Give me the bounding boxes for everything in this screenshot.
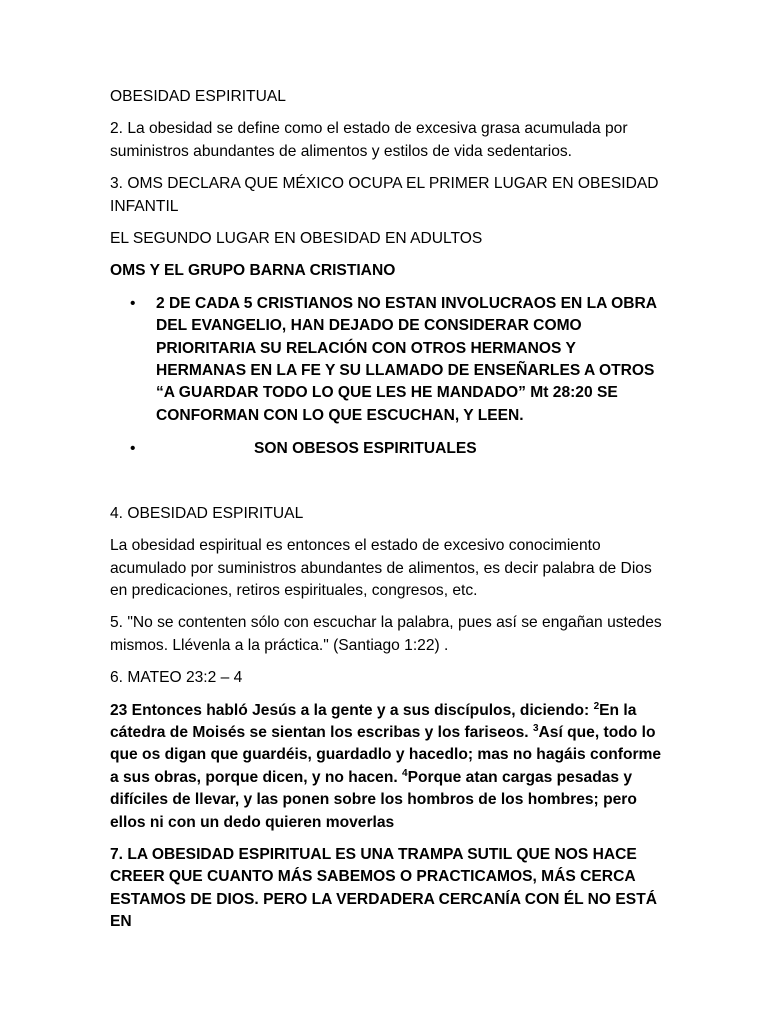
verse-3: Así que, todo lo que os digan que guardéis, guardadlo y hacedlo; mas no hagáis conforme a sus obras, porque dicen, y no hacen. xyxy=(110,723,662,786)
paragraph-3: 3. OMS DECLARA QUE MÉXICO OCUPA EL PRIMER LUGAR EN OBESIDAD INFANTIL xyxy=(110,175,659,215)
bullet-list xyxy=(110,293,670,461)
bullet-icon: • xyxy=(130,294,136,312)
bible-verse xyxy=(110,700,670,834)
section-4-heading: 4. OBESIDAD ESPIRITUAL xyxy=(110,504,304,522)
document-page xyxy=(110,86,670,934)
paragraph-3-adults: EL SEGUNDO LUGAR EN OBESIDAD EN ADULTOS xyxy=(110,230,483,248)
bullet-text: 2 DE CADA 5 CRISTIANOS NO ESTAN INVOLUCRAOS EN LA OBRA DEL EVANGELIO, HAN DEJADO DE CONSIDERAR COMO PRIORITARIA SU RELACIÓN CON OTROS HERMANOS Y HERMANAS EN LA FE Y SU LLAMADO DE ENSEÑARLES A OTROS “A GUARDAR TODO LO QUE LES HE MANDADO” Mt 28:20 SE CONFORMAN CON LO QUE ESCUCHAN, Y LEEN. xyxy=(156,294,657,424)
document-title: OBESIDAD ESPIRITUAL xyxy=(110,88,286,105)
paragraph-4: La obesidad espiritual es entonces el estado de excesivo conocimiento acumulado por suministros abundantes de alimentos, es decir palabra de Dios en predicaciones, retiros espirituales, congresos, etc. xyxy=(110,537,652,599)
paragraph-7: 7. LA OBESIDAD ESPIRITUAL ES UNA TRAMPA SUTIL QUE NOS HACE CREER QUE CUANTO MÁS SABEMOS O PRACTICAMOS, MÁS CERCA ESTAMOS DE DIOS. PERO LA VERDADERA CERCANÍA CON ÉL NO ESTÁ EN xyxy=(110,845,657,931)
bullet-icon: • xyxy=(130,440,136,458)
bullet-text: SON OBESOS ESPIRITUALES xyxy=(254,440,477,458)
verse-number-4: 4 xyxy=(402,767,408,779)
list-item xyxy=(110,293,670,427)
list-item xyxy=(110,438,670,460)
verse-number-3: 3 xyxy=(532,722,539,734)
paragraph-5: 5. "No se contenten sólo con escuchar la palabra, pues así se engañan ustedes mismos. Llévenla a la práctica." (Santiago 1:22) . xyxy=(110,614,662,654)
verse-4: Porque atan cargas pesadas y difíciles de llevar, y las ponen sobre los hombros de los hombres; pero ellos ni con un dedo quieren moverlas xyxy=(110,768,637,831)
verse-2: En la cátedra de Moisés se sientan los escribas y los fariseos. xyxy=(110,701,637,741)
verse-number-2: 2 xyxy=(593,700,600,712)
verse-23: 23 Entonces habló Jesús a la gente y a sus discípulos, diciendo: xyxy=(110,701,594,719)
paragraph-6: 6. MATEO 23:2 – 4 xyxy=(110,669,243,687)
paragraph-3-barna: OMS Y EL GRUPO BARNA CRISTIANO xyxy=(110,262,396,280)
paragraph-2: 2. La obesidad se define como el estado de excesiva grasa acumulada por suministros abundantes de alimentos y estilos de vida sedentarios. xyxy=(110,120,628,160)
